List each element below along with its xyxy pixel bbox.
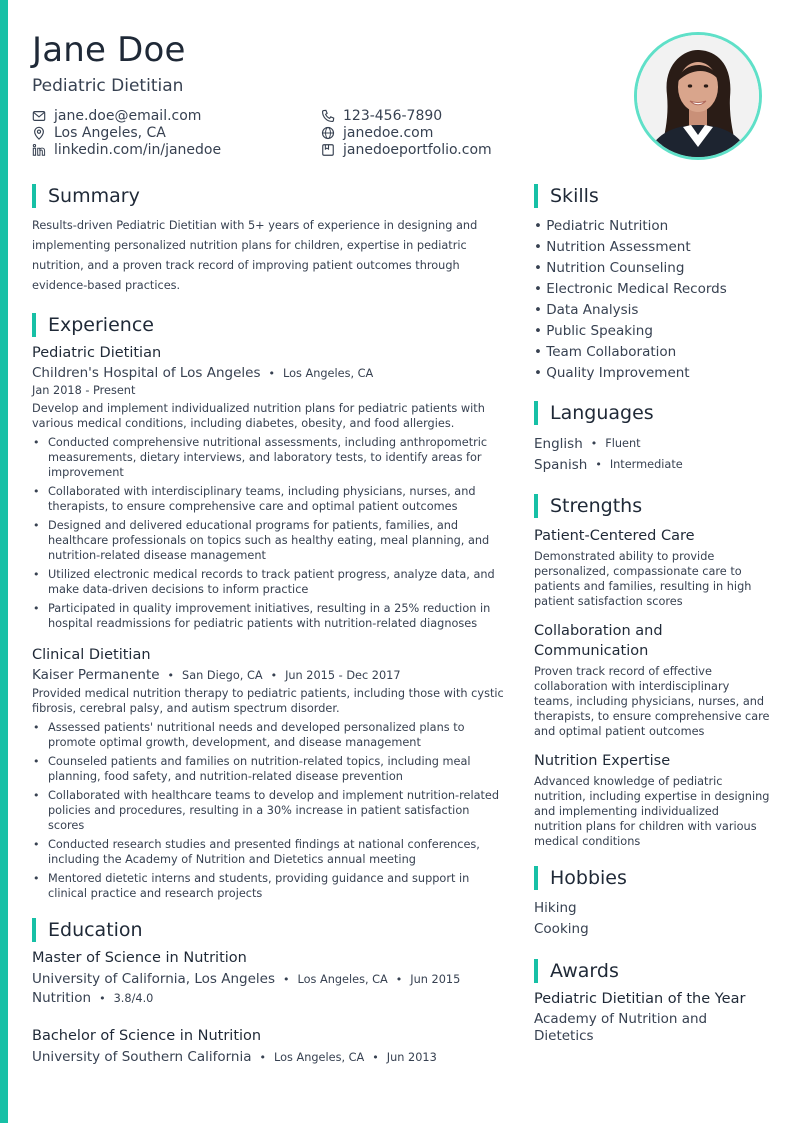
bullet-item: • Mentored dietetic interns and students, providing guidance and support in clinical practice and research projects bbox=[33, 872, 470, 900]
experience-entry bbox=[32, 647, 508, 901]
section-accent-bar bbox=[534, 959, 538, 983]
skill-item: • Team Collaboration bbox=[534, 344, 677, 360]
education-section bbox=[32, 917, 508, 1065]
candidate-title: Pediatric Dietitian bbox=[32, 76, 184, 96]
employer: Kaiser Permanente bbox=[32, 667, 160, 683]
job-bullets bbox=[32, 720, 508, 901]
section-accent-bar bbox=[534, 401, 538, 425]
left-column bbox=[32, 183, 508, 1079]
separator-dot: • bbox=[590, 437, 598, 450]
skill-item: • Quality Improvement bbox=[534, 365, 690, 381]
summary-section bbox=[32, 183, 508, 296]
job-description: Develop and implement individualized nutrition plans for pediatric patients with various medical conditions, including diabetes, obesity, and food allergies. bbox=[32, 402, 485, 430]
strengths-heading: Strengths bbox=[550, 494, 643, 517]
school-location: Los Angeles, CA bbox=[297, 972, 388, 986]
bullet-item: • Counseled patients and families on nutrition-related topics, including meal planning, food safety, and nutrition-related disease prevention bbox=[33, 755, 471, 783]
right-column bbox=[534, 183, 770, 1045]
phone-text: 123-456-7890 bbox=[343, 108, 443, 124]
contact-website[interactable] bbox=[321, 125, 433, 141]
education-meta bbox=[32, 971, 508, 987]
hobby-item: Cooking bbox=[534, 921, 589, 937]
experience-section bbox=[32, 312, 508, 901]
education-entry bbox=[32, 950, 508, 1006]
contact-portfolio[interactable] bbox=[321, 142, 492, 158]
bullet-item: • Utilized electronic medical records to track patient progress, analyze data, and make data-driven decisions to inform practice bbox=[33, 568, 495, 596]
education-entry bbox=[32, 1028, 508, 1065]
school: University of California, Los Angeles bbox=[32, 971, 276, 987]
portfolio-text: janedoeportfolio.com bbox=[343, 142, 492, 158]
education-meta bbox=[32, 1049, 508, 1065]
summary-text: Results-driven Pediatric Dietitian with 5+ years of experience in designing and implementing personalized nutrition plans for children, expertise in pediatric nutrition, and a proven track record of improving patient outcomes through evidence-based practices. bbox=[32, 219, 478, 292]
strengths-section bbox=[534, 493, 770, 849]
section-header bbox=[534, 183, 770, 208]
languages-section bbox=[534, 400, 770, 475]
skill-item: • Data Analysis bbox=[534, 302, 639, 318]
website-text: janedoe.com bbox=[343, 125, 434, 141]
strength-title: Patient-Centered Care bbox=[534, 528, 695, 544]
globe-icon bbox=[321, 126, 335, 140]
strength-description: Proven track record of effective collaboration with interdisciplinary teams, including physicians, nurses, and therapists, to ensure comprehensive care and optimal patient outcomes bbox=[534, 665, 770, 738]
job-location: San Diego, CA bbox=[182, 668, 263, 682]
job-location: Los Angeles, CA bbox=[283, 366, 374, 380]
experience-heading: Experience bbox=[48, 313, 154, 336]
bullet-item: • Conducted comprehensive nutritional assessments, including anthropometric measurements, dietary interviews, and laboratory tests, to identify areas for improvement bbox=[33, 436, 488, 479]
separator-dot: • bbox=[99, 991, 106, 1005]
separator-dot: • bbox=[167, 668, 175, 682]
linkedin-icon bbox=[32, 143, 46, 157]
degree: Master of Science in Nutrition bbox=[32, 950, 247, 966]
section-accent-bar bbox=[534, 184, 538, 208]
profile-photo bbox=[634, 32, 762, 160]
job-meta bbox=[32, 667, 508, 683]
awards-section bbox=[534, 958, 770, 1045]
strength-item bbox=[534, 751, 770, 849]
separator-dot: • bbox=[268, 366, 276, 380]
awards-heading: Awards bbox=[550, 959, 619, 982]
separator-dot: • bbox=[395, 972, 403, 986]
section-header bbox=[32, 312, 508, 337]
phone-icon bbox=[321, 109, 335, 123]
languages-heading: Languages bbox=[550, 401, 654, 424]
section-accent-bar bbox=[32, 184, 36, 208]
job-description: Provided medical nutrition therapy to pediatric patients, including those with cystic fibrosis, cerebral palsy, and autism spectrum disorder. bbox=[32, 687, 504, 715]
separator-dot: • bbox=[270, 668, 278, 682]
skill-item: • Nutrition Assessment bbox=[534, 239, 691, 255]
skill-item: • Nutrition Counseling bbox=[534, 260, 685, 276]
separator-dot: • bbox=[259, 1050, 267, 1064]
mail-icon bbox=[32, 109, 46, 123]
bullet-item: • Designed and delivered educational programs for patients, families, and healthcare professionals on topics such as healthy eating, meal planning, and nutrition-related disease management bbox=[33, 519, 490, 562]
language-name: English bbox=[534, 435, 583, 452]
strength-item bbox=[534, 621, 770, 739]
award-organization: Academy of Nutrition and Dietetics bbox=[534, 1011, 708, 1044]
skill-item: • Electronic Medical Records bbox=[534, 281, 727, 297]
separator-dot: • bbox=[372, 1050, 379, 1064]
section-header bbox=[534, 958, 770, 983]
section-header bbox=[534, 865, 770, 890]
award-title: Pediatric Dietitian of the Year bbox=[534, 991, 746, 1007]
bullet-item: • Collaborated with healthcare teams to develop and implement nutrition-related policies and procedures, resulting in a 30% increase in patient satisfaction scores bbox=[33, 789, 500, 832]
job-bullets bbox=[32, 435, 508, 631]
section-header bbox=[534, 493, 770, 518]
graduation-date: Jun 2013 bbox=[386, 1050, 437, 1064]
job-title: Clinical Dietitian bbox=[32, 647, 151, 663]
job-dates: Jun 2015 - Dec 2017 bbox=[285, 668, 401, 682]
linkedin-text: linkedin.com/in/janedoe bbox=[54, 142, 222, 158]
portfolio-icon bbox=[321, 143, 335, 157]
contact-email[interactable] bbox=[32, 108, 201, 124]
accent-bar bbox=[0, 0, 8, 1123]
strength-item bbox=[534, 526, 770, 609]
strength-title: Collaboration and Communication bbox=[534, 623, 663, 659]
language-item bbox=[534, 433, 770, 454]
bullet-item: • Collaborated with interdisciplinary teams, including physicians, nurses, and therapists, to ensure comprehensive care and optimal patient outcomes bbox=[33, 485, 476, 513]
employer: Children's Hospital of Los Angeles bbox=[32, 365, 261, 381]
section-header bbox=[32, 917, 508, 942]
candidate-name: Jane Doe bbox=[32, 30, 186, 70]
skills-heading: Skills bbox=[550, 184, 599, 207]
language-item bbox=[534, 454, 770, 475]
education-meta bbox=[32, 990, 508, 1006]
contact-location bbox=[32, 125, 166, 141]
hobby-item: Hiking bbox=[534, 900, 577, 916]
section-accent-bar bbox=[534, 866, 538, 890]
section-accent-bar bbox=[534, 494, 538, 518]
skill-item: • Public Speaking bbox=[534, 323, 653, 339]
school-location: Los Angeles, CA bbox=[274, 1050, 365, 1064]
experience-entry bbox=[32, 345, 508, 631]
job-meta bbox=[32, 365, 508, 381]
bullet-item: • Assessed patients' nutritional needs and developed personalized plans to promote optimal growth, development, and disease management bbox=[33, 721, 465, 749]
profile-photo-illustration bbox=[637, 35, 759, 157]
hobbies-section bbox=[534, 865, 770, 940]
field-of-study: Nutrition bbox=[32, 990, 92, 1006]
location-pin-icon bbox=[32, 126, 46, 140]
skill-item: • Pediatric Nutrition bbox=[534, 218, 669, 234]
contact-linkedin[interactable] bbox=[32, 142, 221, 158]
language-level: Intermediate bbox=[609, 458, 683, 471]
separator-dot: • bbox=[283, 972, 290, 986]
graduation-date: Jun 2015 bbox=[410, 972, 461, 986]
strength-description: Advanced knowledge of pediatric nutrition, including expertise in designing and implementing individualized nutrition plans for children with various medical conditions bbox=[534, 775, 770, 848]
job-dates: Jan 2018 - Present bbox=[32, 384, 136, 397]
separator-dot: • bbox=[595, 458, 602, 471]
contact-phone[interactable] bbox=[321, 108, 442, 124]
job-title: Pediatric Dietitian bbox=[32, 345, 162, 361]
hobbies-heading: Hobbies bbox=[550, 866, 627, 889]
language-name: Spanish bbox=[534, 456, 588, 473]
bullet-item: • Participated in quality improvement initiatives, resulting in a 25% reduction in hospital readmissions for pediatric patients with nutrition-related diagnoses bbox=[33, 602, 491, 630]
strength-title: Nutrition Expertise bbox=[534, 753, 671, 769]
strength-description: Demonstrated ability to provide personalized, compassionate care to patients and families, resulting in high patient satisfaction scores bbox=[534, 550, 752, 608]
gpa: 3.8/4.0 bbox=[113, 991, 154, 1005]
language-level: Fluent bbox=[605, 437, 641, 450]
email-text: jane.doe@email.com bbox=[54, 108, 202, 124]
section-accent-bar bbox=[32, 918, 36, 942]
section-header bbox=[32, 183, 508, 208]
school: University of Southern California bbox=[32, 1049, 252, 1065]
location-text: Los Angeles, CA bbox=[54, 125, 166, 141]
bullet-item: • Conducted research studies and presented findings at national conferences, including the Academy of Nutrition and Dietetics annual meeting bbox=[33, 838, 480, 866]
degree: Bachelor of Science in Nutrition bbox=[32, 1028, 262, 1044]
section-header bbox=[534, 400, 770, 425]
education-heading: Education bbox=[48, 918, 143, 941]
section-accent-bar bbox=[32, 313, 36, 337]
resume-page bbox=[32, 0, 772, 1123]
skills-section bbox=[534, 183, 770, 384]
summary-heading: Summary bbox=[48, 184, 140, 207]
